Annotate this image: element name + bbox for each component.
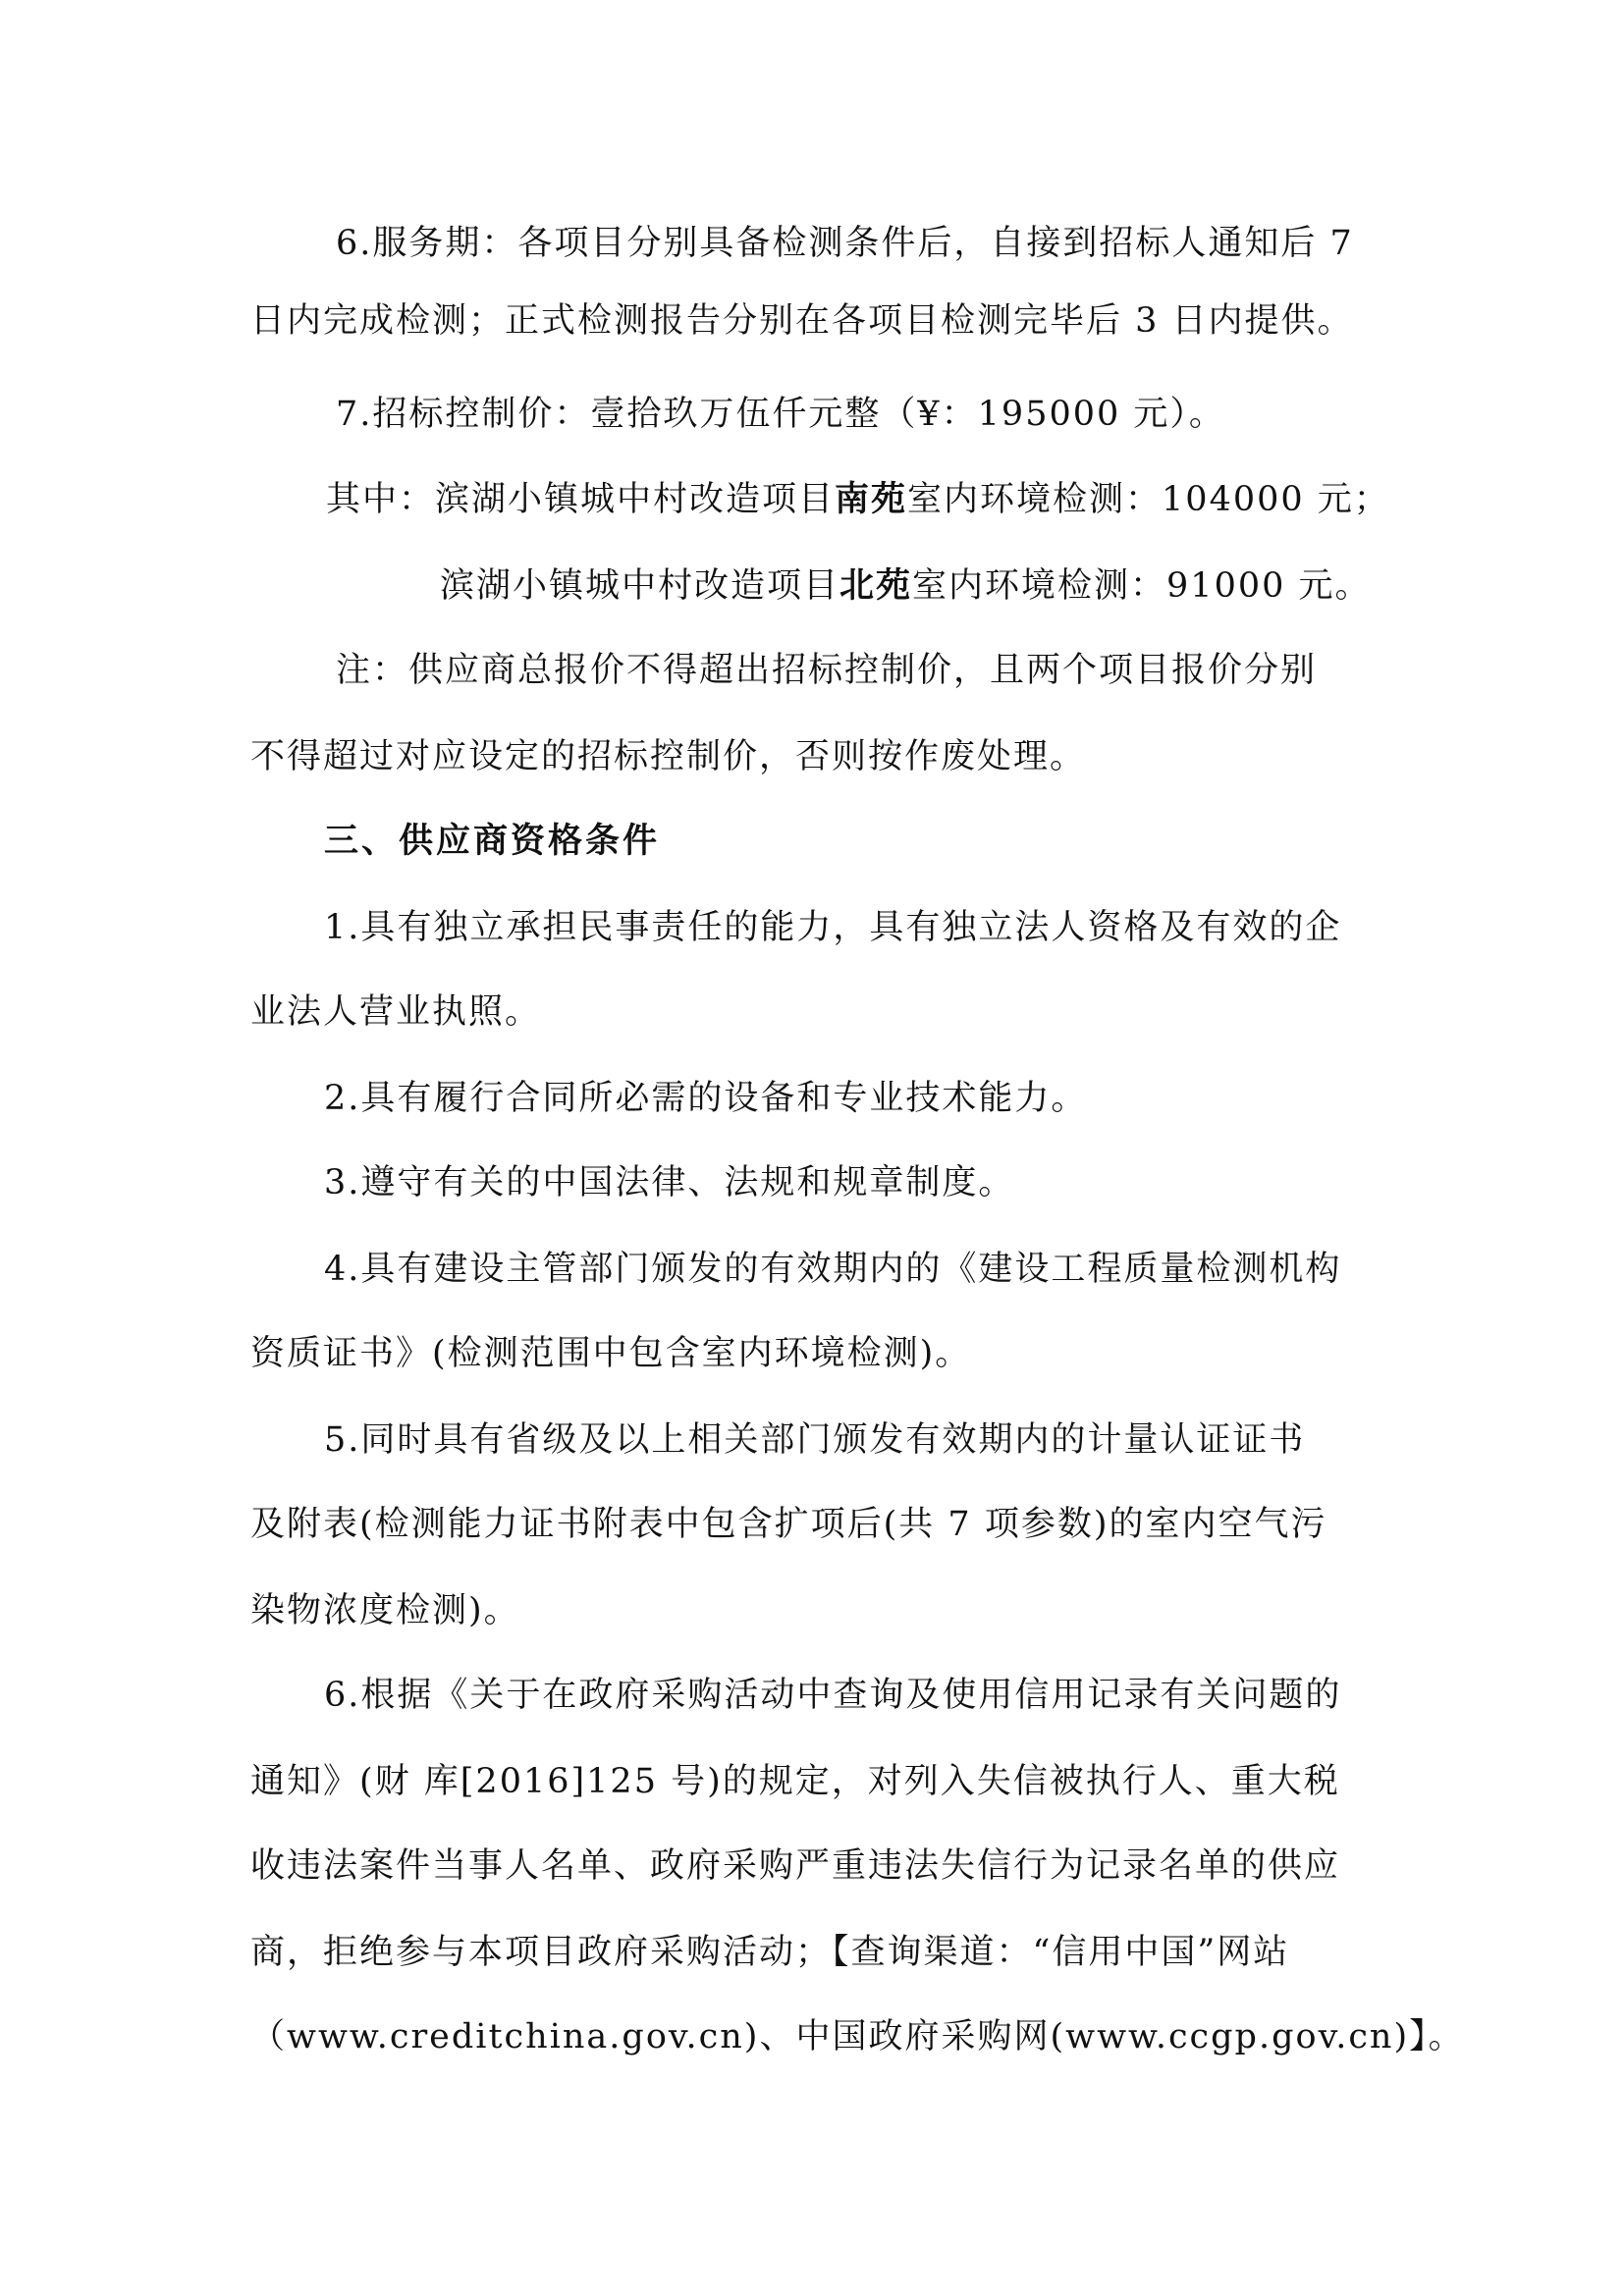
requirement-6-line-2: 通知》(财 库[2016]125 号)的规定，对列入失信被执行人、重大税 bbox=[250, 1762, 1340, 1801]
price-cap-north-line bbox=[0, 563, 1624, 609]
south-suffix: 室内环境检测：104000 元； bbox=[907, 480, 1390, 519]
requirement-5-line-3: 染物浓度检测)。 bbox=[250, 1591, 520, 1630]
note-line-1: 注：供应商总报价不得超出招标控制价，且两个项目报价分别 bbox=[336, 651, 1318, 690]
requirement-6-line-4: 商，拒绝参与本项目政府采购活动；【查询渠道：“信用中国”网站 bbox=[250, 1933, 1290, 1972]
service-period-line-1: 6.服务期：各项目分别具备检测条件后，自接到招标人通知后 7 bbox=[336, 224, 1354, 263]
section-heading: 三、供应商资格条件 bbox=[324, 822, 661, 861]
requirement-3: 3.遵守有关的中国法律、法规和规章制度。 bbox=[324, 1163, 1015, 1202]
requirement-6-line-5: （www.creditchina.gov.cn)、中国政府采购网(www.ccgp.gov.cn)】。 bbox=[250, 2017, 1465, 2056]
service-period-line-2: 日内完成检测；正式检测报告分别在各项目检测完毕后 3 日内提供。 bbox=[250, 301, 1354, 341]
north-prefix: 滨湖小镇城中村改造项目 bbox=[440, 566, 840, 606]
requirement-6-line-1: 6.根据《关于在政府采购活动中查询及使用信用记录有关问题的 bbox=[324, 1676, 1342, 1715]
requirement-5-line-1: 5.同时具有省级及以上相关部门颁发有效期内的计量认证证书 bbox=[324, 1420, 1306, 1460]
requirement-1-line-2: 业法人营业执照。 bbox=[250, 992, 542, 1032]
requirement-5-line-2: 及附表(检测能力证书附表中包含扩项后(共 7 项参数)的室内空气污 bbox=[250, 1505, 1327, 1544]
requirement-1-line-1: 1.具有独立承担民事责任的能力，具有独立法人资格及有效的企 bbox=[324, 908, 1342, 947]
requirement-2: 2.具有履行合同所必需的设备和专业技术能力。 bbox=[324, 1079, 1088, 1118]
price-cap-south-line bbox=[0, 477, 1624, 522]
north-highlight: 北苑 bbox=[839, 566, 913, 606]
requirement-4-line-1: 4.具有建设主管部门颁发的有效期内的《建设工程质量检测机构 bbox=[324, 1250, 1342, 1289]
north-suffix: 室内环境检测：91000 元。 bbox=[912, 566, 1372, 606]
price-cap-line: 7.招标控制价：壹拾玖万伍仟元整（¥：195000 元）。 bbox=[336, 395, 1225, 434]
requirement-4-line-2: 资质证书》(检测范围中包含室内环境检测)。 bbox=[250, 1334, 972, 1373]
south-prefix: 其中：滨湖小镇城中村改造项目 bbox=[326, 480, 836, 519]
requirement-6-line-3: 收违法案件当事人名单、政府采购严重违法失信行为记录名单的供应 bbox=[250, 1846, 1341, 1886]
south-highlight: 南苑 bbox=[835, 480, 908, 519]
note-line-2: 不得超过对应设定的招标控制价，否则按作废处理。 bbox=[250, 737, 1087, 776]
